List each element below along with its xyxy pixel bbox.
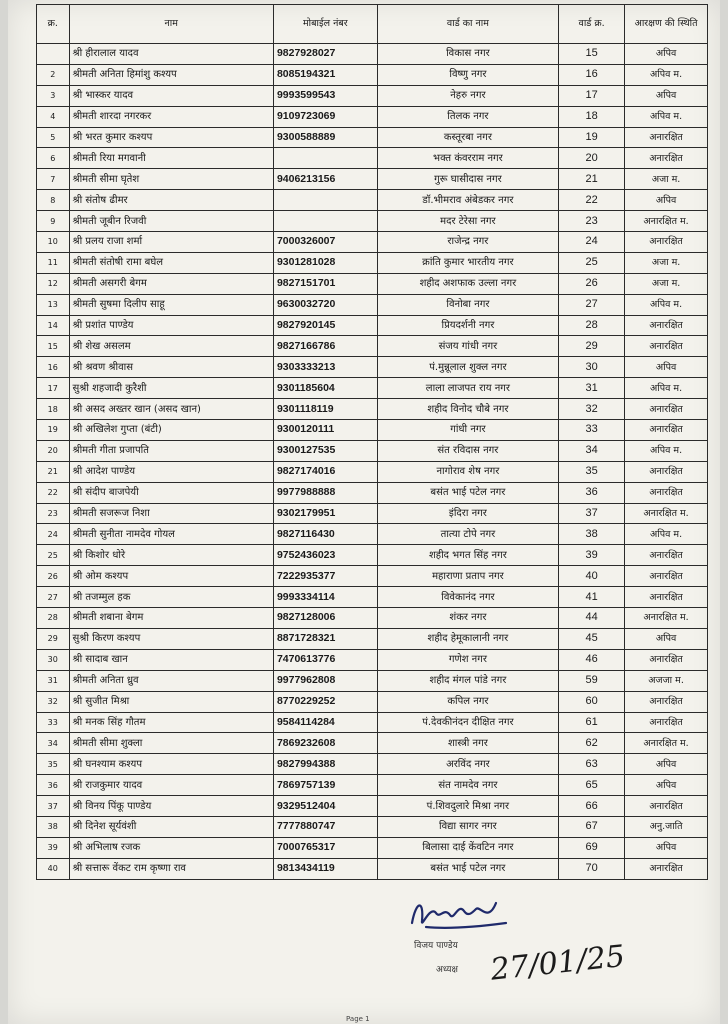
row-sno: 25 bbox=[37, 545, 70, 566]
document-page bbox=[8, 0, 720, 1024]
row-reservation: अपिव bbox=[625, 837, 708, 858]
row-reservation: अनारक्षित bbox=[625, 691, 708, 712]
row-name: श्रीमती शारदा नगरकर bbox=[69, 106, 273, 127]
row-mobile: 9827116430 bbox=[273, 524, 377, 545]
row-reservation: अपिव म. bbox=[625, 524, 708, 545]
row-ward-no: 31 bbox=[559, 378, 625, 399]
table-row bbox=[37, 420, 708, 441]
row-sno: 40 bbox=[37, 858, 70, 879]
table-row bbox=[37, 106, 708, 127]
row-sno: 13 bbox=[37, 294, 70, 315]
row-ward-name: पं.देवकीनंदन दीक्षित नगर bbox=[377, 712, 558, 733]
table-row bbox=[37, 148, 708, 169]
row-sno: 2 bbox=[37, 64, 70, 85]
row-ward-no: 32 bbox=[559, 399, 625, 420]
table-row bbox=[37, 64, 708, 85]
row-name: श्रीमती सीमा शुक्ला bbox=[69, 733, 273, 754]
row-reservation: अपिव म. bbox=[625, 106, 708, 127]
row-mobile: 9993334114 bbox=[273, 587, 377, 608]
row-sno: 32 bbox=[37, 691, 70, 712]
row-ward-name: लाला लाजपत राय नगर bbox=[377, 378, 558, 399]
table-row bbox=[37, 754, 708, 775]
row-ward-no: 35 bbox=[559, 461, 625, 482]
row-name: श्रीमती सीमा घृतेश bbox=[69, 169, 273, 190]
row-ward-name: तात्या टोपे नगर bbox=[377, 524, 558, 545]
row-mobile: 9993599543 bbox=[273, 85, 377, 106]
table-row bbox=[37, 357, 708, 378]
table-row bbox=[37, 169, 708, 190]
row-mobile: 7869757139 bbox=[273, 775, 377, 796]
row-ward-name: पं.शिवदुलारे मिश्रा नगर bbox=[377, 796, 558, 817]
handwritten-date bbox=[486, 930, 646, 990]
row-ward-name: शहीद भगत सिंह नगर bbox=[377, 545, 558, 566]
row-ward-name: नेहरु नगर bbox=[377, 85, 558, 106]
row-reservation: अपिव bbox=[625, 775, 708, 796]
row-name: श्री सादाब खान bbox=[69, 649, 273, 670]
table-row bbox=[37, 252, 708, 273]
row-ward-no: 33 bbox=[559, 420, 625, 441]
table-body bbox=[37, 44, 708, 880]
row-ward-name: कपिल नगर bbox=[377, 691, 558, 712]
row-sno: 34 bbox=[37, 733, 70, 754]
table-row bbox=[37, 796, 708, 817]
row-reservation: अजा म. bbox=[625, 273, 708, 294]
row-mobile: 9827994388 bbox=[273, 754, 377, 775]
row-sno: 38 bbox=[37, 816, 70, 837]
header-reservation: आरक्षण की स्थिति bbox=[625, 5, 708, 44]
row-mobile: 9630032720 bbox=[273, 294, 377, 315]
table-row bbox=[37, 608, 708, 629]
table-row bbox=[37, 378, 708, 399]
row-mobile: 7222935377 bbox=[273, 566, 377, 587]
row-sno: 11 bbox=[37, 252, 70, 273]
row-ward-no: 67 bbox=[559, 816, 625, 837]
row-ward-name: डॉ.भीमराव अंबेडकर नगर bbox=[377, 190, 558, 211]
row-reservation: अनारक्षित bbox=[625, 399, 708, 420]
row-sno: 17 bbox=[37, 378, 70, 399]
row-ward-name: विवेकानंद नगर bbox=[377, 587, 558, 608]
row-mobile: 9302179951 bbox=[273, 503, 377, 524]
row-ward-no: 39 bbox=[559, 545, 625, 566]
row-name: श्री अभिलाष रजक bbox=[69, 837, 273, 858]
row-name: श्री प्रलय राजा शर्मा bbox=[69, 232, 273, 253]
row-mobile: 7869232608 bbox=[273, 733, 377, 754]
row-ward-no: 19 bbox=[559, 127, 625, 148]
row-ward-no: 17 bbox=[559, 85, 625, 106]
row-name: श्री ओम कश्यप bbox=[69, 566, 273, 587]
page-footer: Page 1 bbox=[346, 1015, 370, 1023]
row-ward-name: विकास नगर bbox=[377, 44, 558, 65]
row-mobile: 9977962808 bbox=[273, 670, 377, 691]
row-mobile: 9584114284 bbox=[273, 712, 377, 733]
table-row bbox=[37, 211, 708, 232]
row-reservation: अनारक्षित म. bbox=[625, 503, 708, 524]
row-ward-name: शास्त्री नगर bbox=[377, 733, 558, 754]
row-name: श्री भरत कुमार कश्यप bbox=[69, 127, 273, 148]
row-reservation: अपिव bbox=[625, 754, 708, 775]
row-mobile bbox=[273, 211, 377, 232]
row-reservation: अनारक्षित bbox=[625, 482, 708, 503]
row-name: श्रीमती शबाना बेगम bbox=[69, 608, 273, 629]
header-ward-name: वार्ड का नाम bbox=[377, 5, 558, 44]
row-ward-no: 70 bbox=[559, 858, 625, 879]
table-row bbox=[37, 733, 708, 754]
row-reservation: अनारक्षित bbox=[625, 461, 708, 482]
row-mobile: 9300120111 bbox=[273, 420, 377, 441]
row-name: श्रीमती सुनीता नामदेव गोयल bbox=[69, 524, 273, 545]
row-name: श्रीमती सुषमा दिलीप साहू bbox=[69, 294, 273, 315]
row-sno: 14 bbox=[37, 315, 70, 336]
table-row bbox=[37, 566, 708, 587]
row-name: श्री घनश्याम कश्यप bbox=[69, 754, 273, 775]
row-sno: 29 bbox=[37, 628, 70, 649]
row-ward-no: 63 bbox=[559, 754, 625, 775]
header-ward-no: वार्ड क्र. bbox=[559, 5, 625, 44]
row-sno: 7 bbox=[37, 169, 70, 190]
table-row bbox=[37, 858, 708, 879]
row-mobile: 8770229252 bbox=[273, 691, 377, 712]
row-reservation: अनारक्षित म. bbox=[625, 733, 708, 754]
row-ward-no: 21 bbox=[559, 169, 625, 190]
councillor-table bbox=[36, 4, 708, 880]
row-sno: 20 bbox=[37, 440, 70, 461]
date-text: 27/01/25 bbox=[488, 938, 627, 988]
row-ward-no: 62 bbox=[559, 733, 625, 754]
row-ward-no: 69 bbox=[559, 837, 625, 858]
row-sno: 24 bbox=[37, 524, 70, 545]
row-name: श्री भास्कर यादव bbox=[69, 85, 273, 106]
row-ward-no: 46 bbox=[559, 649, 625, 670]
row-name: श्री शेख असलम bbox=[69, 336, 273, 357]
row-reservation: अजजा म. bbox=[625, 670, 708, 691]
row-reservation: अनारक्षित bbox=[625, 587, 708, 608]
row-reservation: अपिव म. bbox=[625, 440, 708, 461]
row-name: श्रीमती गीता प्रजापति bbox=[69, 440, 273, 461]
row-sno: 18 bbox=[37, 399, 70, 420]
row-name: श्री श्रवण श्रीवास bbox=[69, 357, 273, 378]
table-row bbox=[37, 399, 708, 420]
row-sno: 15 bbox=[37, 336, 70, 357]
row-sno: 4 bbox=[37, 106, 70, 127]
row-name: श्री असद अख्तर खान (असद खान) bbox=[69, 399, 273, 420]
row-sno: 16 bbox=[37, 357, 70, 378]
row-reservation: अनारक्षित bbox=[625, 148, 708, 169]
row-reservation: अनारक्षित bbox=[625, 712, 708, 733]
row-name: श्री किशोर धोरे bbox=[69, 545, 273, 566]
row-name: श्री संतोष ढीमर bbox=[69, 190, 273, 211]
row-sno: 21 bbox=[37, 461, 70, 482]
row-ward-name: नागोराव शेष नगर bbox=[377, 461, 558, 482]
row-mobile: 9301281028 bbox=[273, 252, 377, 273]
row-ward-no: 16 bbox=[559, 64, 625, 85]
table-row bbox=[37, 440, 708, 461]
row-ward-no: 27 bbox=[559, 294, 625, 315]
row-mobile: 9827151701 bbox=[273, 273, 377, 294]
row-sno: 22 bbox=[37, 482, 70, 503]
table-row bbox=[37, 190, 708, 211]
row-ward-name: राजेन्द्र नगर bbox=[377, 232, 558, 253]
row-name: श्री दिनेश सूर्यवंशी bbox=[69, 816, 273, 837]
row-ward-no: 15 bbox=[559, 44, 625, 65]
row-name: श्रीमती संतोषी रामा बघेल bbox=[69, 252, 273, 273]
row-ward-name: बिलासा दाई केंवटिन नगर bbox=[377, 837, 558, 858]
row-ward-no: 23 bbox=[559, 211, 625, 232]
header-name: नाम bbox=[69, 5, 273, 44]
row-ward-no: 61 bbox=[559, 712, 625, 733]
row-ward-no: 45 bbox=[559, 628, 625, 649]
table-row bbox=[37, 44, 708, 65]
row-ward-no: 38 bbox=[559, 524, 625, 545]
row-name: श्री सुजीत मिश्रा bbox=[69, 691, 273, 712]
signatory-name: विजय पाण्डेय bbox=[414, 941, 458, 951]
table-row bbox=[37, 712, 708, 733]
table-row bbox=[37, 816, 708, 837]
row-ward-name: क्रांति कुमार भारतीय नगर bbox=[377, 252, 558, 273]
row-ward-name: शहीद मंगल पांडे नगर bbox=[377, 670, 558, 691]
row-name: श्री राजकुमार यादव bbox=[69, 775, 273, 796]
row-reservation: अनारक्षित bbox=[625, 232, 708, 253]
row-ward-no: 18 bbox=[559, 106, 625, 127]
row-ward-no: 24 bbox=[559, 232, 625, 253]
row-mobile: 9109723069 bbox=[273, 106, 377, 127]
row-sno: 23 bbox=[37, 503, 70, 524]
row-mobile: 9977988888 bbox=[273, 482, 377, 503]
row-ward-name: विष्णु नगर bbox=[377, 64, 558, 85]
row-sno: 30 bbox=[37, 649, 70, 670]
row-sno: 3 bbox=[37, 85, 70, 106]
row-ward-no: 40 bbox=[559, 566, 625, 587]
header-mobile: मोबाईल नंबर bbox=[273, 5, 377, 44]
row-reservation: अपिव bbox=[625, 85, 708, 106]
row-mobile: 9301118119 bbox=[273, 399, 377, 420]
row-ward-no: 41 bbox=[559, 587, 625, 608]
table-row bbox=[37, 85, 708, 106]
row-name: श्रीमती अनिता ध्रुव bbox=[69, 670, 273, 691]
row-reservation: अपिव bbox=[625, 190, 708, 211]
row-ward-name: शंकर नगर bbox=[377, 608, 558, 629]
row-ward-no: 37 bbox=[559, 503, 625, 524]
row-mobile: 7470613776 bbox=[273, 649, 377, 670]
row-reservation: अनारक्षित bbox=[625, 336, 708, 357]
row-reservation: अनु.जाति bbox=[625, 816, 708, 837]
row-ward-name: गांधी नगर bbox=[377, 420, 558, 441]
row-sno: 39 bbox=[37, 837, 70, 858]
row-ward-name: गणेश नगर bbox=[377, 649, 558, 670]
row-sno bbox=[37, 44, 70, 65]
row-reservation: अपिव bbox=[625, 357, 708, 378]
table-row bbox=[37, 545, 708, 566]
header-sno: क्र. bbox=[37, 5, 70, 44]
row-sno: 36 bbox=[37, 775, 70, 796]
row-mobile bbox=[273, 190, 377, 211]
row-ward-no: 28 bbox=[559, 315, 625, 336]
row-reservation: अपिव म. bbox=[625, 378, 708, 399]
row-mobile: 9827174016 bbox=[273, 461, 377, 482]
row-ward-name: कस्तूरबा नगर bbox=[377, 127, 558, 148]
row-ward-name: इंदिरा नगर bbox=[377, 503, 558, 524]
row-ward-name: बसंत भाई पटेल नगर bbox=[377, 482, 558, 503]
row-ward-name: महाराणा प्रताप नगर bbox=[377, 566, 558, 587]
row-name: श्री अखिलेश गुप्ता (बंटी) bbox=[69, 420, 273, 441]
row-sno: 9 bbox=[37, 211, 70, 232]
row-sno: 37 bbox=[37, 796, 70, 817]
table-row bbox=[37, 232, 708, 253]
row-mobile: 8085194321 bbox=[273, 64, 377, 85]
row-reservation: अपिव म. bbox=[625, 64, 708, 85]
row-mobile: 7000765317 bbox=[273, 837, 377, 858]
row-sno: 12 bbox=[37, 273, 70, 294]
row-name: श्रीमती अनिता हिमांशु कश्यप bbox=[69, 64, 273, 85]
row-sno: 28 bbox=[37, 608, 70, 629]
row-ward-no: 60 bbox=[559, 691, 625, 712]
row-sno: 27 bbox=[37, 587, 70, 608]
row-reservation: अनारक्षित bbox=[625, 545, 708, 566]
row-sno: 19 bbox=[37, 420, 70, 441]
row-ward-name: भक्त कंवरराम नगर bbox=[377, 148, 558, 169]
table-row bbox=[37, 482, 708, 503]
row-ward-no: 59 bbox=[559, 670, 625, 691]
row-sno: 8 bbox=[37, 190, 70, 211]
row-ward-name: संजय गांधी नगर bbox=[377, 336, 558, 357]
row-ward-no: 34 bbox=[559, 440, 625, 461]
row-mobile: 9301185604 bbox=[273, 378, 377, 399]
row-ward-name: पं.मुन्नूलाल शुक्ल नगर bbox=[377, 357, 558, 378]
row-mobile: 9827928027 bbox=[273, 44, 377, 65]
row-reservation: अनारक्षित bbox=[625, 796, 708, 817]
row-mobile: 9827920145 bbox=[273, 315, 377, 336]
table-row bbox=[37, 461, 708, 482]
row-reservation: अनारक्षित bbox=[625, 649, 708, 670]
table-row bbox=[37, 670, 708, 691]
row-name: श्री मनक सिंह गौतम bbox=[69, 712, 273, 733]
table-row bbox=[37, 336, 708, 357]
table-row bbox=[37, 503, 708, 524]
row-ward-no: 44 bbox=[559, 608, 625, 629]
row-reservation: अनारक्षित म. bbox=[625, 608, 708, 629]
row-reservation: अनारक्षित bbox=[625, 566, 708, 587]
row-name: श्रीमती सजरूज निशा bbox=[69, 503, 273, 524]
row-ward-name: संत नामदेव नगर bbox=[377, 775, 558, 796]
table-row bbox=[37, 649, 708, 670]
row-mobile: 9329512404 bbox=[273, 796, 377, 817]
row-mobile: 9303333213 bbox=[273, 357, 377, 378]
row-name: श्री आदेश पाण्डेय bbox=[69, 461, 273, 482]
row-name: सुश्री शहजादी कुरैशी bbox=[69, 378, 273, 399]
table-row bbox=[37, 127, 708, 148]
table-row bbox=[37, 628, 708, 649]
row-ward-no: 30 bbox=[559, 357, 625, 378]
table-row bbox=[37, 294, 708, 315]
row-mobile: 9827166786 bbox=[273, 336, 377, 357]
row-mobile: 9300588889 bbox=[273, 127, 377, 148]
table-row bbox=[37, 315, 708, 336]
row-sno: 35 bbox=[37, 754, 70, 775]
row-mobile bbox=[273, 148, 377, 169]
row-reservation: अपिव bbox=[625, 628, 708, 649]
row-reservation: अनारक्षित bbox=[625, 858, 708, 879]
row-name: श्री हीरालाल यादव bbox=[69, 44, 273, 65]
table-row bbox=[37, 273, 708, 294]
row-ward-name: विनोबा नगर bbox=[377, 294, 558, 315]
row-mobile: 9300127535 bbox=[273, 440, 377, 461]
row-sno: 5 bbox=[37, 127, 70, 148]
row-sno: 10 bbox=[37, 232, 70, 253]
row-name: श्री संदीप बाजपेयी bbox=[69, 482, 273, 503]
row-name: श्री प्रशांत पाण्डेय bbox=[69, 315, 273, 336]
row-ward-no: 22 bbox=[559, 190, 625, 211]
row-name: सुश्री किरण कश्यप bbox=[69, 628, 273, 649]
row-reservation: अनारक्षित bbox=[625, 420, 708, 441]
row-ward-name: गुरू घासीदास नगर bbox=[377, 169, 558, 190]
row-ward-no: 29 bbox=[559, 336, 625, 357]
row-ward-name: शहीद अशफाक उल्ला नगर bbox=[377, 273, 558, 294]
row-ward-no: 65 bbox=[559, 775, 625, 796]
row-mobile: 7000326007 bbox=[273, 232, 377, 253]
row-name: श्रीमती रिया मगवानी bbox=[69, 148, 273, 169]
row-sno: 33 bbox=[37, 712, 70, 733]
table-row bbox=[37, 691, 708, 712]
row-mobile: 9813434119 bbox=[273, 858, 377, 879]
row-mobile: 9406213156 bbox=[273, 169, 377, 190]
row-name: श्री तजम्मुल हक bbox=[69, 587, 273, 608]
row-sno: 6 bbox=[37, 148, 70, 169]
row-name: श्रीमती असगरी बेगम bbox=[69, 273, 273, 294]
row-ward-no: 26 bbox=[559, 273, 625, 294]
table-row bbox=[37, 524, 708, 545]
row-sno: 26 bbox=[37, 566, 70, 587]
row-ward-no: 66 bbox=[559, 796, 625, 817]
row-sno: 31 bbox=[37, 670, 70, 691]
row-mobile: 7777880747 bbox=[273, 816, 377, 837]
row-name: श्री सत्तारू वेंकट राम कृष्णा राव bbox=[69, 858, 273, 879]
row-ward-name: तिलक नगर bbox=[377, 106, 558, 127]
table-row bbox=[37, 775, 708, 796]
table-header-row bbox=[37, 5, 708, 44]
row-reservation: अपिव bbox=[625, 44, 708, 65]
row-reservation: अनारक्षित म. bbox=[625, 211, 708, 232]
row-mobile: 9827128006 bbox=[273, 608, 377, 629]
row-mobile: 9752436023 bbox=[273, 545, 377, 566]
row-reservation: अपिव म. bbox=[625, 294, 708, 315]
row-ward-name: मदर टेरेसा नगर bbox=[377, 211, 558, 232]
row-name: श्रीमती जूबीन रिजवी bbox=[69, 211, 273, 232]
row-mobile: 8871728321 bbox=[273, 628, 377, 649]
row-reservation: अनारक्षित bbox=[625, 315, 708, 336]
row-ward-name: शहीद विनोद चौबे नगर bbox=[377, 399, 558, 420]
row-name: श्री विनय पिंकू पाण्डेय bbox=[69, 796, 273, 817]
row-ward-no: 20 bbox=[559, 148, 625, 169]
row-reservation: अनारक्षित bbox=[625, 127, 708, 148]
row-ward-no: 25 bbox=[559, 252, 625, 273]
row-ward-name: शहीद हेमूकालानी नगर bbox=[377, 628, 558, 649]
row-ward-name: प्रियदर्शनी नगर bbox=[377, 315, 558, 336]
row-ward-no: 36 bbox=[559, 482, 625, 503]
row-ward-name: विद्या सागर नगर bbox=[377, 816, 558, 837]
row-ward-name: अरविंद नगर bbox=[377, 754, 558, 775]
row-reservation: अजा म. bbox=[625, 169, 708, 190]
table-row bbox=[37, 587, 708, 608]
row-ward-name: बसंत भाई पटेल नगर bbox=[377, 858, 558, 879]
row-reservation: अजा म. bbox=[625, 252, 708, 273]
row-ward-name: संत रविदास नगर bbox=[377, 440, 558, 461]
table-row bbox=[37, 837, 708, 858]
signatory-title: अध्यक्ष bbox=[436, 965, 458, 975]
